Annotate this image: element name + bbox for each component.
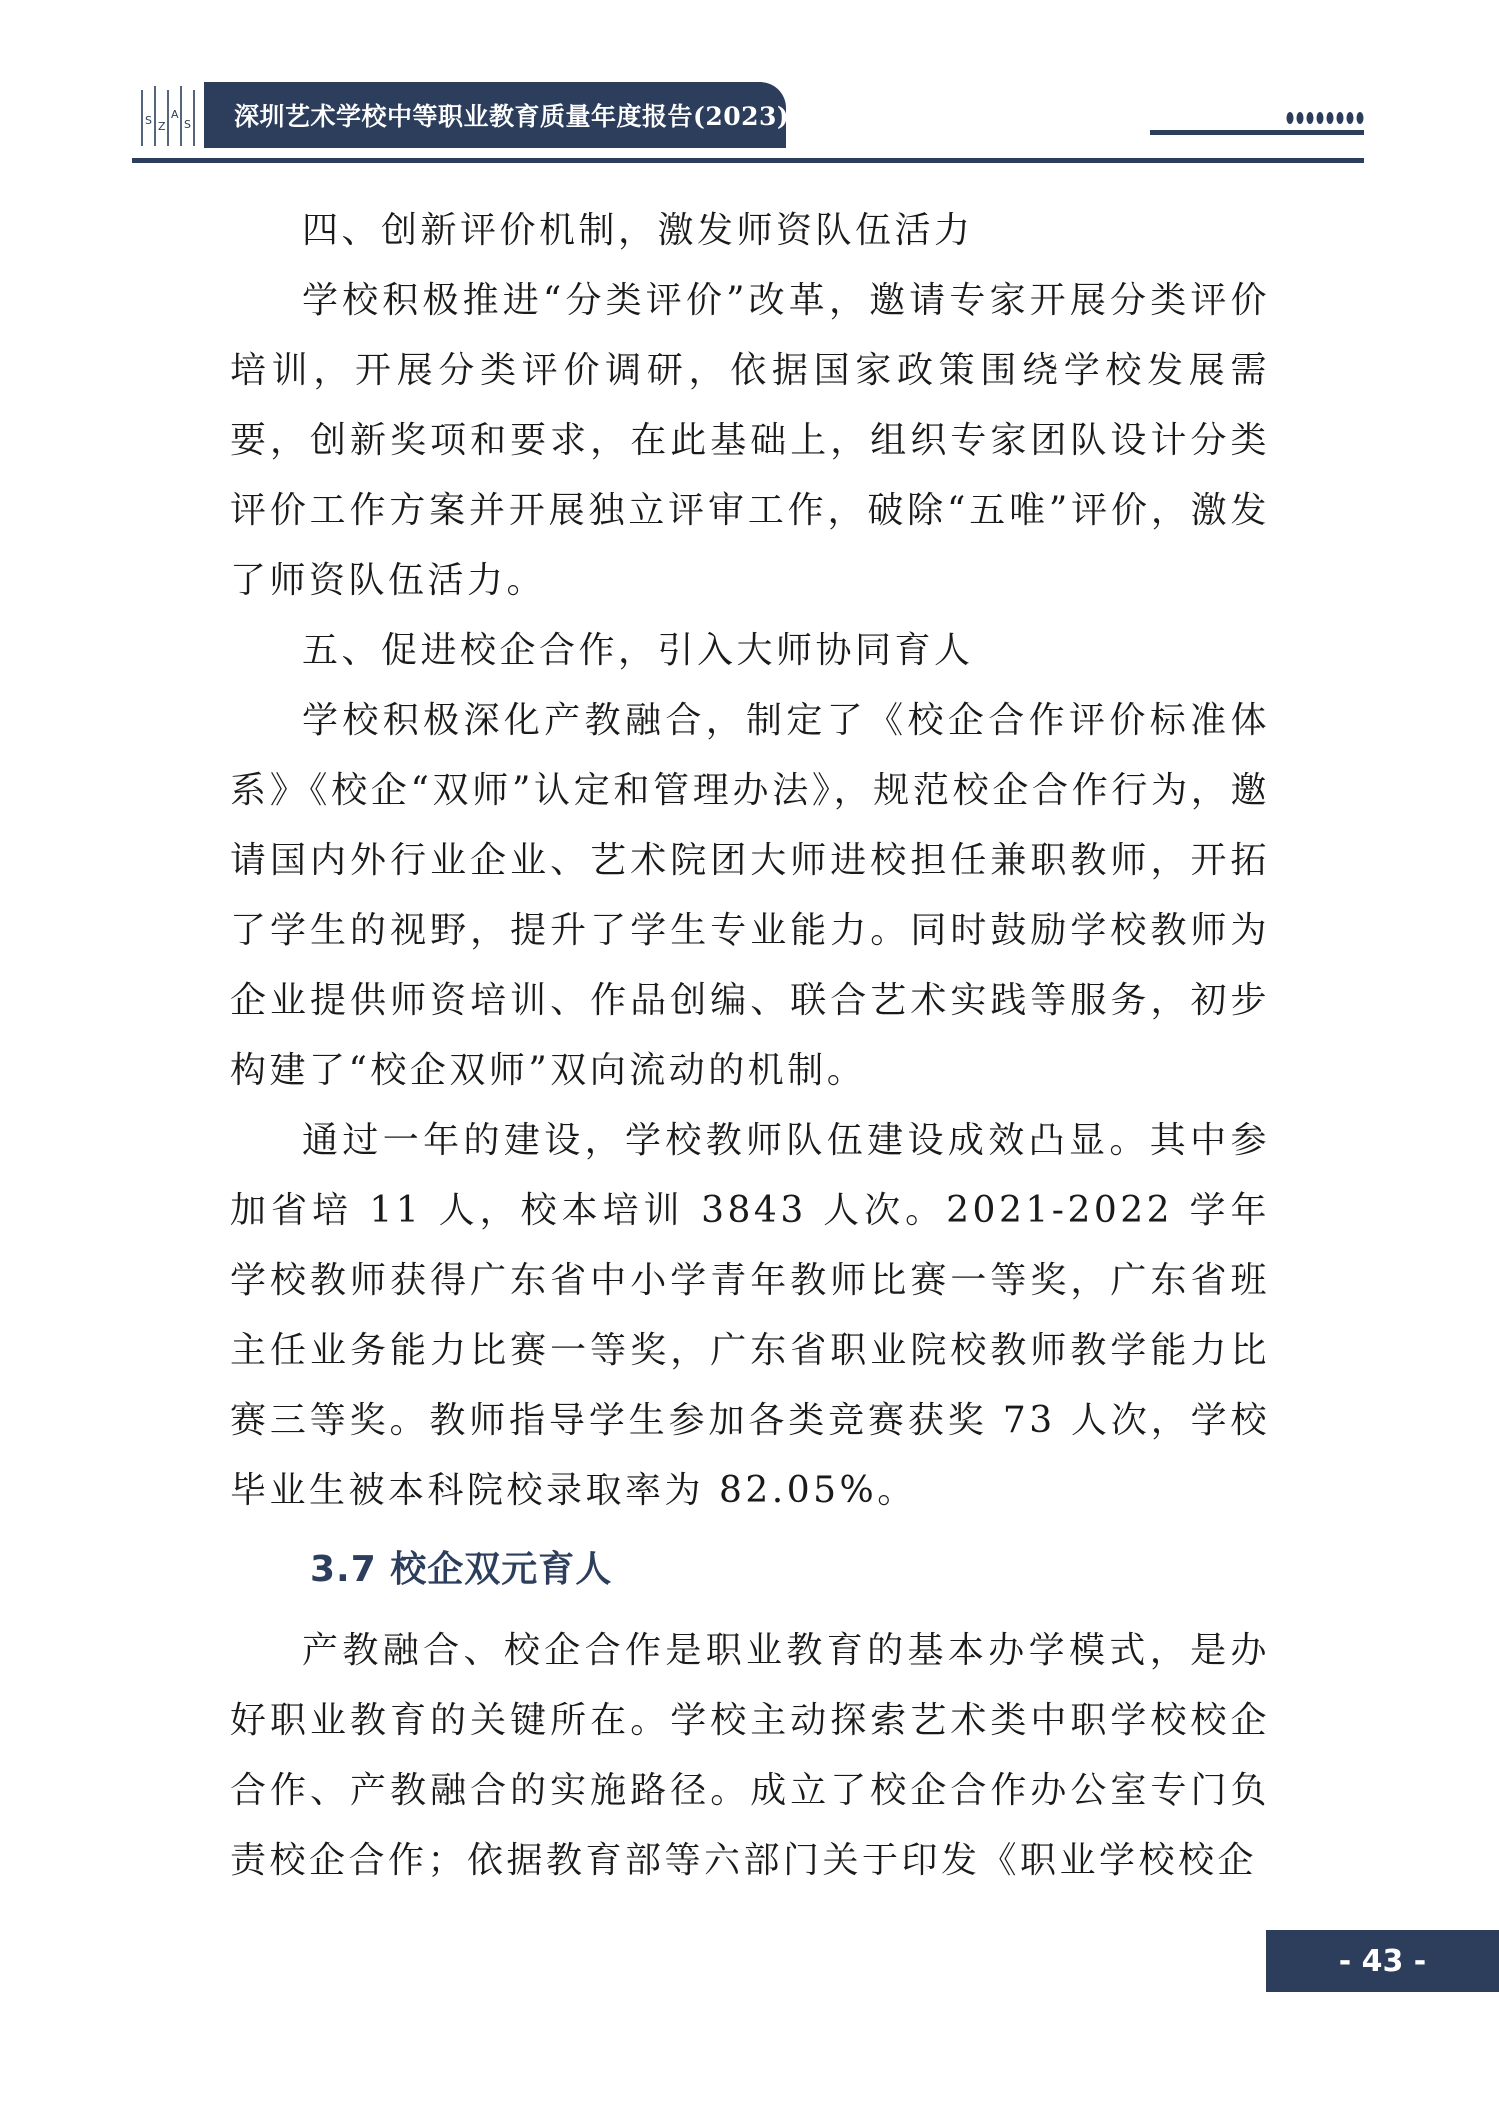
paragraph-evaluation: 学校积极推进“分类评价”改革，邀请专家开展分类评价培训，开展分类评价调研，依据国家政策围绕学校发展需要，创新奖项和要求，在此基础上，组织专家团队设计分类评价工作方案并开展独立评审工作，破除“五唯”评价，激发了师资队伍活力。 [230,280,1270,601]
svg-text:Z: Z [158,120,166,133]
header-banner [204,82,790,148]
svg-text:A: A [171,108,179,121]
decorative-dots-icon [1286,110,1366,126]
szas-logo-icon [140,84,196,148]
header-accent-line [1150,130,1364,135]
subheading-evaluation: 四、创新评价机制，激发师资队伍活力 [302,210,974,251]
page-number: - 43 - [1266,1930,1499,1992]
svg-text:S: S [145,114,152,127]
section-heading: 3.7 校企双元育人 [310,1549,613,1590]
school-logo [140,84,196,148]
subheading-cooperation: 五、促进校企合作，引入大师协同育人 [302,630,974,671]
header-divider [132,158,1364,163]
paragraph-cooperation: 学校积极深化产教融合，制定了《校企合作评价标准体系》《校企“双师”认定和管理办法》，规范校企合作行为，邀请国内外行业企业、艺术院团大师进校担任兼职教师，开拓了学生的视野，提升了学生专业能力。同时鼓励学校教师为企业提供师资培训、作品创编、联合艺术实践等服务，初步构建了“校企双师”双向流动的机制。 [230,700,1270,1091]
paragraph-results: 通过一年的建设，学校教师队伍建设成效凸显。其中参加省培 11 人，校本培训 3843 人次。2021-2022 学年学校教师获得广东省中小学青年教师比赛一等奖，广东省班主任业务能力比赛一等奖，广东省职业院校教师教学能力比赛三等奖。教师指导学生参加各类竞赛获奖 73 人次，学校毕业生被本科院校录取率为 82.05%。 [230,1120,1270,1511]
svg-text:S: S [184,118,191,131]
report-title: 深圳艺术学校中等职业教育质量年度报告(2023) [234,102,790,131]
page-content [230,196,1270,1896]
paragraph-dual-education: 产教融合、校企合作是职业教育的基本办学模式，是办好职业教育的关键所在。学校主动探索艺术类中职学校校企合作、产教融合的实施路径。成立了校企合作办公室专门负责校企合作；依据教育部等六部门关于印发《职业学校校企 [230,1630,1270,1881]
